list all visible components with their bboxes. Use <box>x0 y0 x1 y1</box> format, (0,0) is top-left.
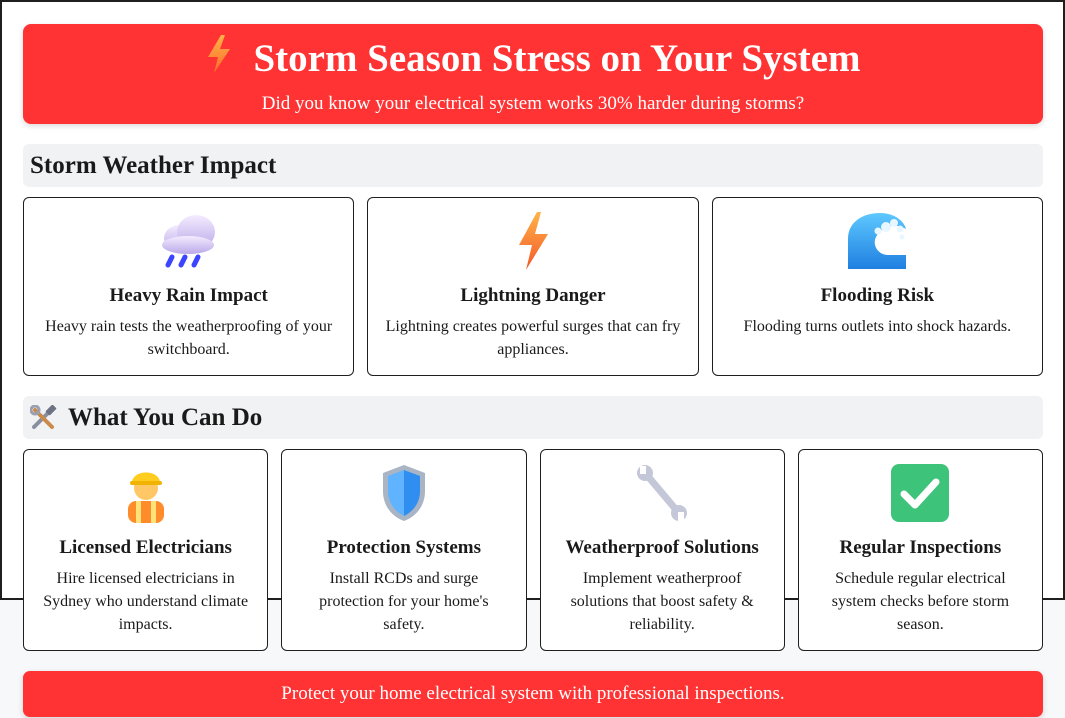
main-content <box>23 24 1043 651</box>
construction-worker-icon <box>120 463 172 528</box>
card-heavy-rain <box>23 197 354 376</box>
section-title: What You Can Do <box>68 403 263 431</box>
impact-cards <box>23 197 1043 376</box>
lightning-icon <box>515 211 551 276</box>
section-title: Storm Weather Impact <box>30 151 277 179</box>
page-subtitle: Did you know your electrical system works 30% harder during storms? <box>261 93 805 114</box>
card-title: Heavy Rain Impact <box>109 285 268 306</box>
tools-icon <box>30 405 58 431</box>
card-title: Regular Inspections <box>839 537 1002 558</box>
footer-banner <box>23 671 1043 717</box>
page-title: Storm Season Stress on Your System <box>253 37 861 80</box>
card-licensed-electricians <box>23 449 268 651</box>
card-title: Protection Systems <box>326 537 481 558</box>
card-text: Install RCDs and surge protection for your home's safety. <box>319 570 489 633</box>
card-text: Hire licensed electricians in Sydney who understand climate impacts. <box>43 570 249 633</box>
card-text: Schedule regular electrical system checks before storm season. <box>831 570 1010 633</box>
card-protection-systems <box>281 449 526 651</box>
footer-text: Protect your home electrical system with professional inspections. <box>281 683 785 704</box>
header-banner <box>23 24 1043 124</box>
section-heading-actions <box>23 396 1043 439</box>
card-text: Flooding turns outlets into shock hazards. <box>743 318 1012 335</box>
card-text: Heavy rain tests the weatherproofing of your switchboard. <box>45 318 333 358</box>
wave-icon <box>846 211 908 276</box>
card-title: Lightning Danger <box>460 285 606 306</box>
section-heading-impact <box>23 144 1043 187</box>
card-title: Weatherproof Solutions <box>565 537 759 558</box>
lightning-icon <box>205 34 233 84</box>
action-cards <box>23 449 1043 651</box>
card-flooding <box>712 197 1043 376</box>
card-text: Implement weatherproof solutions that boost safety & reliability. <box>570 570 754 633</box>
card-regular-inspections <box>798 449 1043 651</box>
card-title: Flooding Risk <box>820 285 935 306</box>
card-text: Lightning creates powerful surges that can fry appliances. <box>385 318 681 358</box>
header-title-row <box>23 34 1043 84</box>
card-weatherproof-solutions <box>540 449 785 651</box>
card-title: Licensed Electricians <box>59 537 232 558</box>
rain-cloud-icon <box>158 212 220 275</box>
card-lightning <box>367 197 698 376</box>
shield-icon <box>379 463 429 528</box>
check-mark-icon <box>890 463 950 528</box>
wrench-icon <box>634 464 690 527</box>
